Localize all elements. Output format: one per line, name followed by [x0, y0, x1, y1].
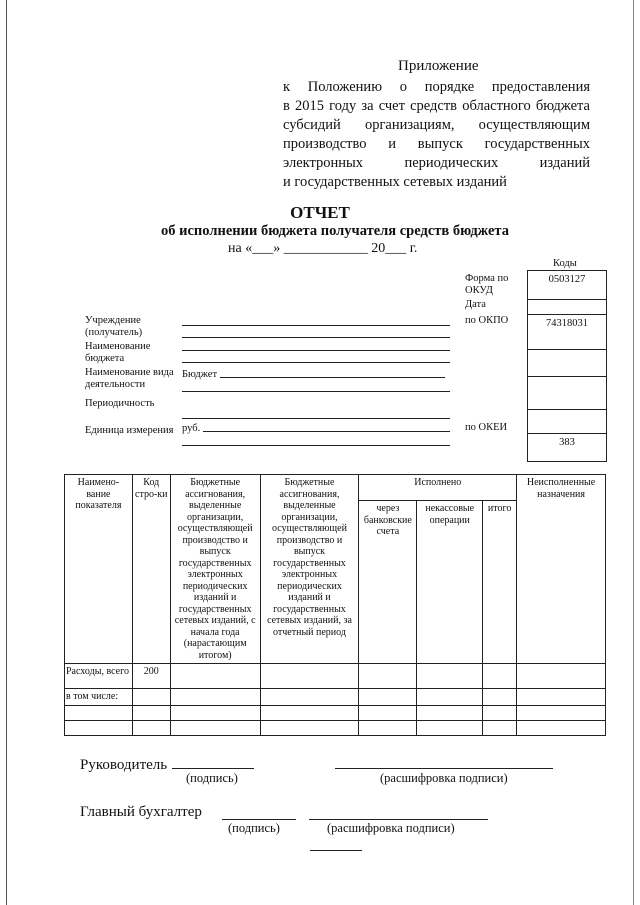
fill-line: [182, 418, 450, 419]
fill-line: [182, 337, 450, 338]
budget-prefix: Бюджет: [182, 369, 218, 380]
chief-accountant-label: Главный бухгалтер: [80, 804, 202, 820]
header-period-allocation: Бюджетные ассигнования, выделенные организации, осуществляющей производство и выпуск государственных электронных периодических изданий и государственных сетевых изданий, за отчетный период: [260, 475, 359, 664]
code-cell: [528, 377, 607, 410]
report-table: [64, 474, 606, 736]
row-code: 200: [132, 664, 170, 689]
fill-line: [220, 377, 445, 378]
header-total: итого: [483, 501, 517, 664]
signature-line: [222, 819, 296, 820]
okud-value: 0503127: [528, 271, 607, 300]
okud-label: Форма по ОКУД: [465, 273, 509, 296]
row-code: [132, 705, 170, 720]
report-subtitle: об исполнении бюджета получателя средств бюджета: [161, 223, 509, 239]
institution-label: Учреждение (получатель): [85, 315, 143, 338]
header-executed: Исполнено: [359, 475, 517, 501]
codes-header: Коды: [553, 258, 577, 269]
date-line-short: [310, 850, 362, 851]
header-unexecuted: Неисполненные назначения: [517, 475, 606, 664]
decoding-line: [309, 819, 488, 820]
appendix-line: электронных периодических изданий: [283, 155, 590, 171]
header-code: Код стро-ки: [132, 475, 170, 664]
activity-label: Наименование вида деятельности: [85, 367, 174, 390]
header-name: Наимено-вание показателя: [65, 475, 133, 664]
decoding-line: [335, 768, 553, 769]
signature-line: [172, 768, 254, 769]
report-date-line: на «___» ____________ 20___ г.: [228, 241, 418, 256]
fill-line: [182, 362, 450, 363]
header-noncash: некассовые операции: [417, 501, 483, 664]
row-name: [65, 720, 133, 735]
code-cell: [528, 410, 607, 434]
row-name: в том числе:: [65, 689, 133, 706]
row-name: Расходы, всего: [65, 664, 133, 689]
fill-line: [182, 445, 450, 446]
report-title: ОТЧЕТ: [290, 203, 350, 222]
unit-value: руб.: [182, 423, 201, 434]
chief-decoding-caption: (расшифровка подписи): [327, 821, 455, 835]
appendix-line: производство и выпуск государственных: [283, 136, 590, 152]
scan-edge-right: [633, 0, 634, 905]
appendix-line: и государственных сетевых изданий: [283, 174, 507, 190]
table-row: [65, 705, 606, 720]
appendix-body: [283, 78, 590, 192]
appendix-title: Приложение: [398, 58, 479, 74]
table-row: [65, 720, 606, 735]
row-name: [65, 705, 133, 720]
okei-label: по ОКЕИ: [465, 422, 508, 433]
appendix-line: субсидий организациям, осуществляющим: [283, 117, 590, 133]
table-row: [65, 664, 606, 689]
codes-table: [527, 270, 607, 462]
appendix-line: к Положению о порядке предоставления: [283, 79, 590, 95]
budget-name-label: Наименование бюджета: [85, 341, 151, 364]
header-via-bank: через банковские счета: [359, 501, 417, 664]
unit-label: Единица измерения: [85, 425, 174, 436]
code-cell: [528, 350, 607, 377]
head-signature-caption: (подпись): [186, 771, 238, 785]
periodicity-label: Периодичность: [85, 398, 155, 409]
date-value: [528, 300, 607, 315]
okpo-value: 74318031: [528, 315, 607, 350]
fill-line: [182, 325, 450, 326]
row-code: [132, 720, 170, 735]
chief-signature-caption: (подпись): [228, 821, 280, 835]
head-label: Руководитель: [80, 757, 168, 773]
row-code: [132, 689, 170, 706]
okpo-label: по ОКПО: [465, 315, 509, 326]
date-label: Дата: [465, 299, 486, 310]
scan-edge-left: [6, 0, 7, 905]
fill-line: [182, 350, 450, 351]
okei-value: 383: [528, 434, 607, 462]
head-decoding-caption: (расшифровка подписи): [380, 771, 508, 785]
fill-line: [203, 431, 450, 432]
table-row: [65, 689, 606, 706]
appendix-line: в 2015 году за счет средств областного бюджета: [283, 98, 590, 114]
header-year-allocation: Бюджетные ассигнования, выделенные организации, осуществляющей производство и выпуск государственных электронных периодических изданий и государственных сетевых изданий, с начала года (нарастающим итогом): [170, 475, 260, 664]
fill-line: [182, 391, 450, 392]
